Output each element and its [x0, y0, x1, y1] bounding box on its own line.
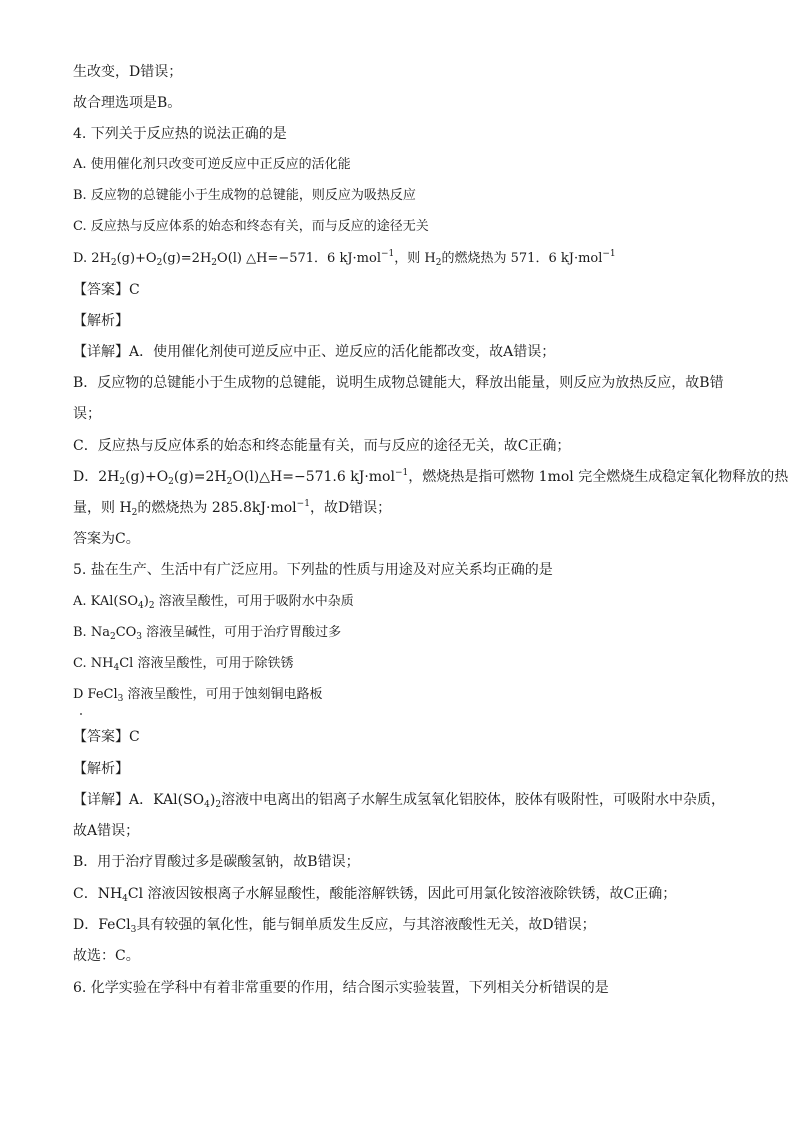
text: O(l)△H=−571.6 kJ·mol [232, 469, 395, 485]
text: C. NH [73, 656, 114, 671]
text: 量，则 H [73, 500, 132, 516]
q4-explanation-line: C．反应热与反应体系的始态和终态能量有关，而与反应的途径无关，故C正确； [73, 438, 571, 454]
text: ) [143, 594, 149, 609]
subscript: 2 [109, 632, 116, 642]
q4-option-c: C. 反应热与反应体系的始态和终态有关，而与反应的途径无关 [73, 219, 429, 234]
q5-explanation-line: 故A错误； [73, 823, 140, 839]
q4-option-b: B. 反应物的总键能小于生成物的总键能，则反应为吸热反应 [73, 188, 416, 203]
superscript: −1 [602, 249, 616, 259]
q5-explanation-line [73, 915, 727, 935]
stray-dot [80, 713, 82, 715]
q4-option-d [73, 249, 727, 269]
subscript: 2 [119, 477, 126, 487]
superscript: −1 [381, 249, 395, 259]
subscript: 4 [204, 800, 210, 810]
text: O(l) △H=−571．6 kJ·mol [217, 251, 381, 266]
q5-option-a [73, 592, 727, 612]
question-6-stem: 6. 化学实验在学科中有着非常重要的作用，结合图示实验装置，下列相关分析错误的是 [73, 980, 609, 996]
text-line: 生改变，D错误； [73, 64, 183, 80]
text: B. Na [73, 625, 110, 640]
q5-conclusion: 故选：C。 [73, 948, 140, 964]
subscript: 2 [435, 258, 442, 268]
subscript: 2 [131, 508, 138, 518]
subscript: 4 [113, 663, 120, 673]
subscript: 3 [130, 925, 137, 935]
text: 具有较强的氧化性，能与铜单质发生反应，与其溶液酸性无关，故D错误； [136, 917, 596, 933]
text: Cl 溶液因铵根离子水解显酸性，酸能溶解铁锈，因此可用氯化铵溶液除铁锈，故C正确； [127, 886, 677, 902]
q4-explanation-line [73, 467, 789, 487]
text: 溶液呈酸性，可用于蚀刻铜电路板 [123, 687, 323, 702]
subscript: 2 [211, 258, 218, 268]
q4-explanation-line: B．反应物的总键能小于生成物的总键能，说明生成物总键能大，释放出能量，则反应为放热反应，故B错 [73, 375, 724, 391]
q4-option-a: A. 使用催化剂只改变可逆反应中正反应的活化能 [73, 157, 351, 172]
q5-option-d [73, 685, 727, 705]
subscript: 2 [156, 258, 163, 268]
subscript: 2 [110, 258, 117, 268]
text: ，故D错误； [309, 500, 392, 516]
text: Cl 溶液呈酸性，可用于除铁锈 [119, 656, 294, 671]
q5-answer: 【答案】C [73, 729, 140, 745]
subscript: 2 [215, 800, 222, 810]
text: (g)=2H [173, 469, 227, 485]
text: 的燃烧热为 285.8kJ·mol [137, 500, 297, 516]
q5-option-b [73, 623, 727, 643]
q4-analysis-label: 【解析】 [73, 313, 129, 329]
q5-explanation-line [73, 790, 727, 810]
text: 【详解】A．KAl(SO [73, 792, 205, 808]
q4-explanation-line [73, 498, 727, 518]
question-4-stem: 4. 下列关于反应热的说法正确的是 [73, 126, 287, 142]
q5-analysis-label: 【解析】 [73, 761, 129, 777]
text: D．2H [73, 469, 120, 485]
q5-explanation-line [73, 884, 727, 904]
text: CO [115, 625, 137, 640]
subscript: 2 [168, 477, 174, 487]
q5-explanation-line: B．用于治疗胃酸过多是碳酸氢钠，故B错误； [73, 854, 360, 870]
text: A. KAl(SO [73, 594, 139, 609]
subscript: 2 [226, 477, 233, 487]
text-line: 故合理选项是B。 [73, 95, 182, 111]
q4-answer: 【答案】C [73, 282, 140, 298]
superscript: −1 [296, 499, 310, 509]
text: C．NH [73, 886, 123, 902]
q4-explanation-line: 【详解】A．使用催化剂使可逆反应中正、逆反应的活化能都改变，故A错误； [73, 344, 556, 360]
text: D．FeCl [73, 917, 131, 933]
text: 溶液中电离出的铝离子水解生成氢氧化铝胶体，胶体有吸附性，可吸附水中杂质， [221, 792, 726, 808]
question-5-stem: 5. 盐在生产、生活中有广泛应用。下列盐的性质与用途及对应关系均正确的是 [73, 562, 553, 578]
text: (g)+O [116, 251, 157, 266]
subscript: 2 [148, 601, 155, 611]
text: ，则 H [394, 251, 436, 266]
subscript: 3 [117, 694, 124, 704]
subscript: 4 [122, 894, 128, 904]
superscript: −1 [394, 468, 409, 478]
text: ，燃烧热是指可燃物 1mol 完全燃烧生成稳定氧化物释放的热 [408, 469, 789, 485]
subscript: 4 [138, 601, 144, 611]
text: 的燃烧热为 571．6 kJ·mol [441, 251, 603, 266]
text: 溶液呈碱性，可用于治疗胃酸过多 [142, 625, 342, 640]
q5-option-c [73, 654, 727, 674]
subscript: 3 [136, 632, 143, 642]
text: ) [209, 792, 216, 808]
text: (g)+O [125, 469, 169, 485]
q4-explanation-line: 误； [73, 406, 101, 422]
text: 溶液呈酸性，可用于吸附水中杂质 [154, 594, 354, 609]
text: D FeCl [73, 687, 118, 702]
text: (g)=2H [162, 251, 212, 266]
text: D. 2H [73, 251, 111, 266]
q4-conclusion: 答案为C。 [73, 531, 140, 547]
